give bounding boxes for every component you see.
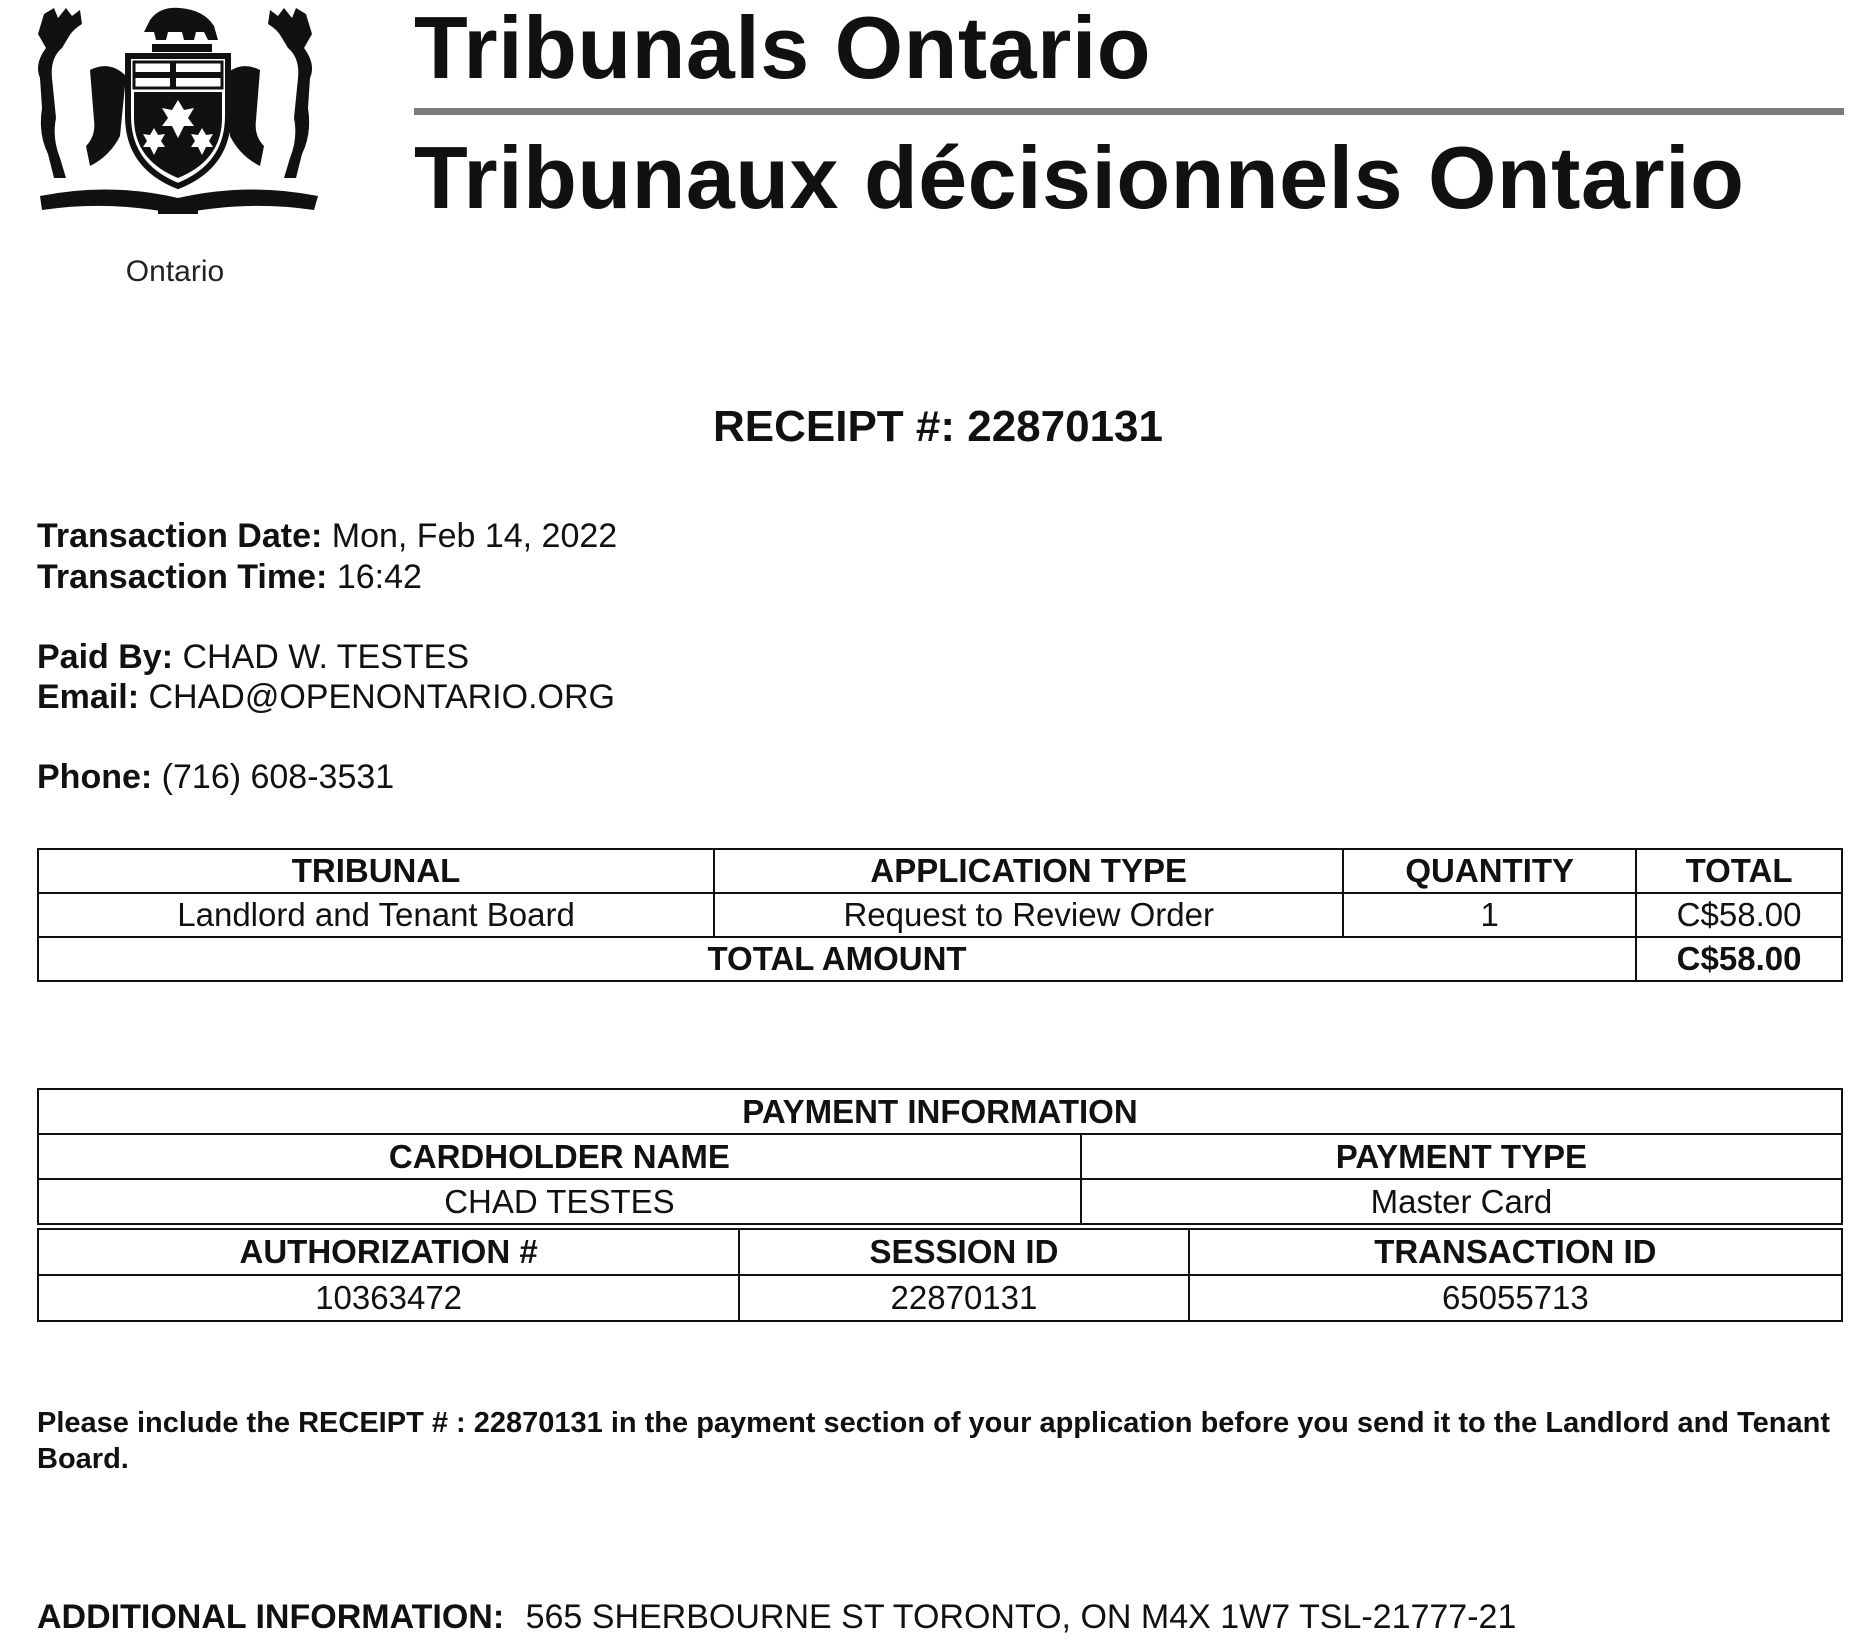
transaction-time-label: Transaction Time:	[37, 558, 328, 596]
cell-total: C$58.00	[1636, 893, 1842, 937]
additional-information	[37, 1598, 1516, 1637]
total-amount-label: TOTAL AMOUNT	[38, 937, 1636, 981]
table-row	[38, 1275, 1842, 1321]
column-header-tribunal: TRIBUNAL	[38, 849, 714, 893]
payment-information-table	[37, 1088, 1843, 1225]
cell-application-type: Request to Review Order	[714, 893, 1343, 937]
paid-by-value: CHAD W. TESTES	[182, 638, 470, 676]
transaction-date-label: Transaction Date:	[37, 517, 323, 555]
transaction-time	[37, 557, 422, 597]
cell-cardholder-name: CHAD TESTES	[38, 1179, 1081, 1224]
column-header-quantity: QUANTITY	[1343, 849, 1636, 893]
phone-label: Phone:	[37, 758, 153, 796]
fee-table	[37, 848, 1843, 982]
paid-by-label: Paid By:	[37, 638, 174, 676]
cell-authorization: 10363472	[38, 1275, 739, 1321]
column-header-authorization: AUTHORIZATION #	[38, 1229, 739, 1275]
org-name-french: Tribunaux décisionnels Ontario	[414, 128, 1745, 227]
payment-information-title-row	[38, 1089, 1842, 1134]
ontario-crest-logo	[30, 0, 320, 240]
total-amount-value: C$58.00	[1636, 937, 1842, 981]
fee-table-header-row	[38, 849, 1842, 893]
email-label: Email:	[37, 678, 140, 716]
payment-ids-header-row	[38, 1229, 1842, 1275]
cell-quantity: 1	[1343, 893, 1636, 937]
payment-header-row	[38, 1134, 1842, 1179]
phone-value: (716) 608-3531	[161, 758, 395, 796]
receipt-title: RECEIPT #: 22870131	[712, 402, 1164, 451]
cell-tribunal: Landlord and Tenant Board	[38, 893, 714, 937]
column-header-total: TOTAL	[1636, 849, 1842, 893]
transaction-time-value: 16:42	[336, 558, 422, 596]
cell-session-id: 22870131	[739, 1275, 1188, 1321]
phone	[37, 757, 394, 797]
cell-payment-type: Master Card	[1081, 1179, 1842, 1224]
column-header-transaction-id: TRANSACTION ID	[1189, 1229, 1842, 1275]
column-header-cardholder-name: CARDHOLDER NAME	[38, 1134, 1081, 1179]
email	[37, 677, 615, 717]
header-divider	[414, 108, 1844, 115]
additional-information-label: ADDITIONAL INFORMATION:	[37, 1598, 505, 1636]
transaction-date	[37, 516, 617, 556]
crest-caption: Ontario	[125, 255, 225, 288]
org-name-english: Tribunals Ontario	[414, 0, 1152, 97]
total-amount-row	[38, 937, 1842, 981]
column-header-payment-type: PAYMENT TYPE	[1081, 1134, 1842, 1179]
column-header-session-id: SESSION ID	[739, 1229, 1188, 1275]
table-row	[38, 1179, 1842, 1224]
email-value: CHAD@OPENONTARIO.ORG	[148, 678, 615, 716]
table-row	[38, 893, 1842, 937]
receipt-notice: Please include the RECEIPT # : 22870131 in the payment section of your application before you send it to the Landlord and Tenant Board.	[37, 1407, 1830, 1475]
payment-ids-table	[37, 1228, 1843, 1322]
paid-by	[37, 637, 469, 677]
transaction-date-value: Mon, Feb 14, 2022	[331, 517, 618, 555]
column-header-application-type: APPLICATION TYPE	[714, 849, 1343, 893]
cell-transaction-id: 65055713	[1189, 1275, 1842, 1321]
payment-information-title: PAYMENT INFORMATION	[38, 1089, 1842, 1134]
additional-information-value: 565 SHERBOURNE ST TORONTO, ON M4X 1W7 TSL-21777-21	[525, 1598, 1517, 1636]
